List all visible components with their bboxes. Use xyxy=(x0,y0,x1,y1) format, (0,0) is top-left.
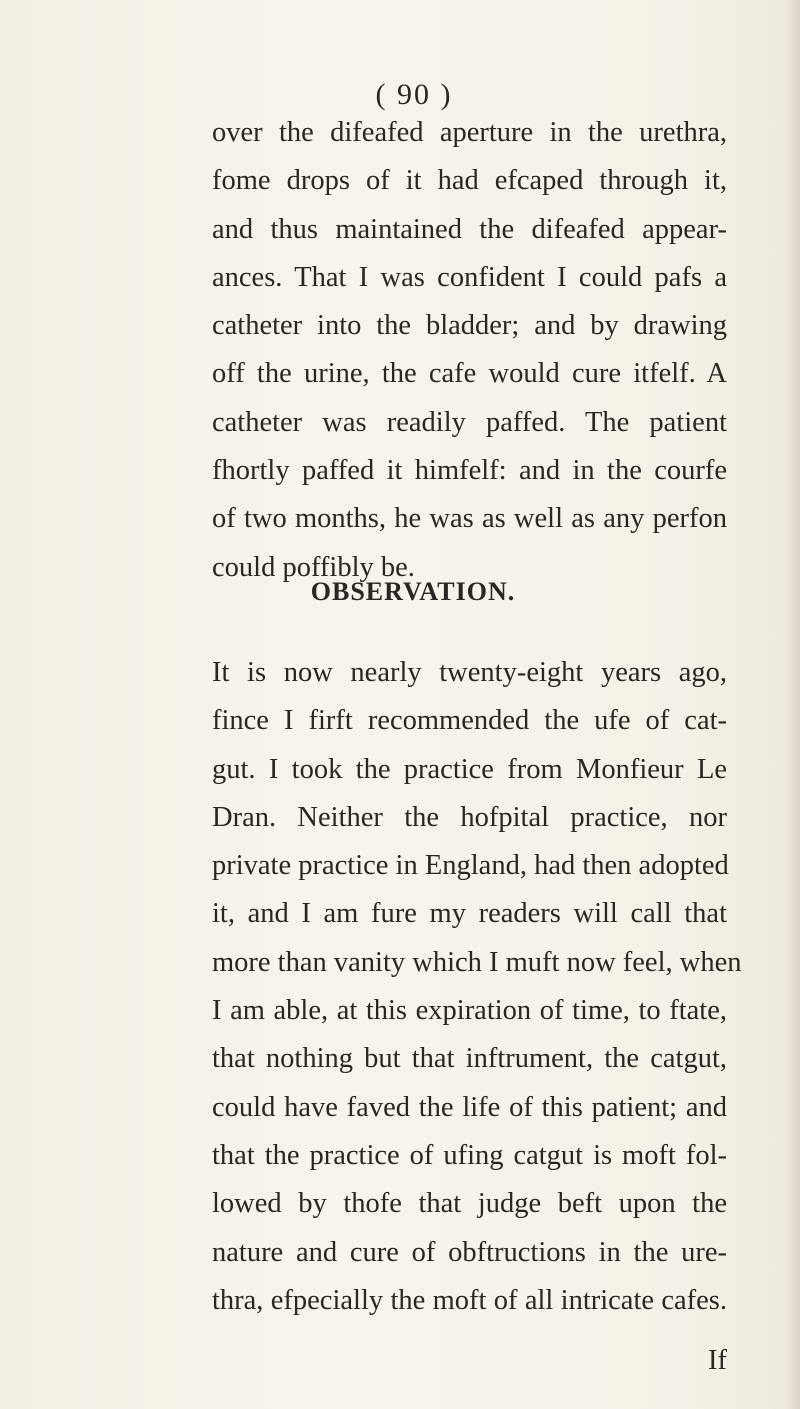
page-number: ( 90 ) xyxy=(375,78,453,111)
text-line: that the practice of ufing catgut is moft fol- xyxy=(212,1139,727,1171)
text-line: more than vanity which I muft now feel, when xyxy=(212,946,742,978)
text-line: gut. I took the practice from Monfieur Le xyxy=(212,753,727,785)
text-line: nature and cure of obftructions in the ure- xyxy=(212,1236,727,1268)
text-line: off the urine, the cafe would cure itfelf. A xyxy=(212,358,727,390)
text-line: could have faved the life of this patient; and xyxy=(212,1091,727,1123)
paragraph-2 xyxy=(212,649,742,1325)
page-edge-shadow xyxy=(786,0,800,1409)
text-line: fhortly paffed it himfelf: and in the courfe xyxy=(212,455,727,487)
section-heading: OBSERVATION. xyxy=(310,577,516,606)
paragraph-1 xyxy=(212,109,727,592)
text-line: it, and I am fure my readers will call that xyxy=(212,898,727,930)
text-line: catheter into the bladder; and by drawing xyxy=(212,310,727,342)
text-line: lowed by thofe that judge beft upon the xyxy=(212,1188,727,1220)
text-line: fince I firft recommended the ufe of cat- xyxy=(212,705,727,737)
catchword: If xyxy=(708,1345,727,1376)
text-line: fome drops of it had efcaped through it, xyxy=(212,165,727,197)
text-line: catheter was readily paffed. The patient xyxy=(212,406,727,438)
text-line: It is now nearly twenty-eight years ago, xyxy=(212,657,727,688)
text-line: of two months, he was as well as any perfon xyxy=(212,503,727,535)
text-line: over the difeafed aperture in the urethra, xyxy=(212,117,727,148)
text-line: could poffibly be. xyxy=(212,551,415,583)
text-line: and thus maintained the difeafed appear- xyxy=(212,213,727,245)
text-line: ances. That I was confident I could pafs a xyxy=(212,261,727,293)
text-line: private practice in England, had then adopted xyxy=(212,850,729,882)
text-line: thra, efpecially the moft of all intricate cafes. xyxy=(212,1284,727,1316)
text-line: I am able, at this expiration of time, to ftate, xyxy=(212,995,727,1027)
text-line: Dran. Neither the hofpital practice, nor xyxy=(212,801,727,833)
text-line: that nothing but that inftrument, the catgut, xyxy=(212,1043,727,1075)
